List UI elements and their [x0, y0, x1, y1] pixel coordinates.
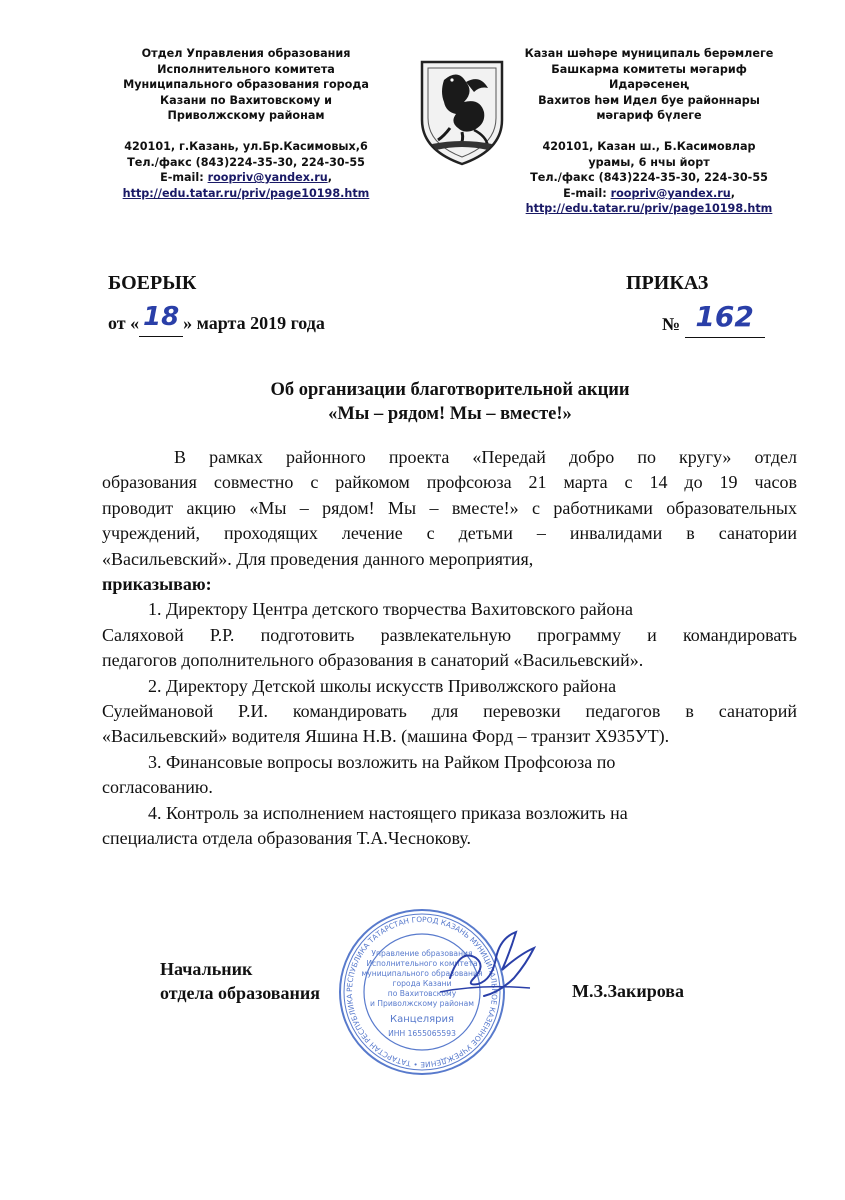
stamp-ring-text: РЕСПУБЛИКА ТАТАРСТАН ГОРОД КАЗАНЬ МУНИЦИПАЛЬНОЕ КАЗЕННОЕ УЧРЕЖДЕНИЕ • ТАТАРСТАН РЕСПУБЛИКА [344, 914, 500, 1070]
header-right-line: Идарәсенең [608, 78, 690, 92]
stamp-inn: ИНН 1655065593 [388, 1029, 456, 1038]
stamp-inner-line: Исполнительного комитета [366, 959, 478, 968]
order-title [100, 378, 800, 426]
header-right-email-row [490, 186, 808, 202]
doc-number [662, 300, 765, 338]
item-1-first: 1. Директору Центра детского творчества Вахитовского района [148, 599, 634, 620]
date-prefix: от « [108, 313, 140, 333]
p1-line-text: В рамках районного проекта «Передай добро по кругу» отдел [174, 447, 797, 467]
item-2-last: «Васильевский» водителя Яшина Н.В. (машина Форд – транзит Х935УТ). [102, 726, 670, 747]
header-left-line: Приволжскому районам [167, 109, 325, 123]
item-1-line: Саляховой Р.Р. подготовить развлекательную программу и командировать [102, 624, 797, 645]
header-left-line: Казани по Вахитовскому и [160, 93, 332, 107]
header-right-phone: Тел./факс (843)224-35-30, 224-30-55 [530, 171, 768, 185]
doc-type-russian: ПРИКАЗ [626, 272, 709, 294]
p1-line: образования совместно с райкомом профсоюза 21 марта с 14 до 19 часов [102, 472, 797, 493]
item-3-first: 3. Финансовые вопросы возложить на Райком Профсоюза по [148, 751, 616, 772]
p1-line: учреждений, проходящих лечение с детьми – инвалидами в санатории [102, 523, 797, 544]
header-left-line: Муниципального образования города [123, 78, 369, 92]
email-suffix: , [327, 171, 332, 185]
date-day-handwritten: 18 [143, 302, 180, 332]
header-left-line: Исполнительного комитета [157, 62, 335, 76]
p1-line: проводит акцию «Мы – рядом! Мы – вместе!» с работниками образовательных [102, 497, 797, 518]
email-suffix: , [730, 186, 735, 200]
number-label: № [662, 314, 681, 334]
item-4-last: специалиста отдела образования Т.А.Чеснокову. [102, 828, 472, 849]
date-suffix: » марта 2019 года [183, 313, 325, 333]
header-right-line: мәгариф бүлеге [596, 109, 702, 123]
stamp-inner-line: города Казани [392, 979, 452, 988]
header-right-line: Вахитов һәм Идел буе районнары [538, 93, 760, 107]
date-day-field [139, 302, 183, 337]
p1-line-last: «Васильевский». Для проведения данного мероприятия, [102, 548, 534, 569]
header-left-email-link[interactable]: roopriv@yandex.ru [207, 171, 328, 185]
signature-scribble [430, 918, 550, 1008]
header-right-url-link[interactable]: http://edu.tatar.ru/priv/page10198.htm [525, 202, 773, 216]
stamp-inner-line: Управление образования [371, 949, 473, 958]
item-2-first: 2. Директору Детской школы искусств Приволжского района [148, 675, 617, 696]
header-left-line: Отдел Управления образования [141, 47, 351, 60]
title-line-2: «Мы – рядом! Мы – вместе!» [328, 404, 572, 424]
header-right-line: Казан шәһәре муниципаль берәмлеге [524, 47, 774, 60]
p1-line [102, 445, 797, 470]
item-2-line: Сулеймановой Р.И. командировать для перевозки педагогов в санаторий [102, 701, 797, 722]
stamp-inner-line: муниципального образования [361, 969, 483, 978]
email-label: E-mail: [160, 171, 208, 185]
doc-date [108, 302, 325, 337]
email-label: E-mail: [563, 186, 611, 200]
doc-type-tatar: БОЕРЫК [108, 272, 197, 294]
header-right-email-link[interactable]: roopriv@yandex.ru [610, 186, 731, 200]
header-left-address: 420101, г.Казань, ул.Бр.Касимовых,6 [124, 139, 368, 153]
stamp-office: Канцелярия [390, 1014, 454, 1025]
position-line-1: Начальник [160, 959, 253, 979]
order-body [102, 445, 797, 852]
header-right [490, 46, 808, 217]
number-field [685, 300, 765, 338]
header-right-line: Башкарма комитеты мәгариф [551, 62, 747, 76]
stamp-inner-line: и Приволжскому районам [369, 999, 475, 1008]
title-line-1: Об организации благотворительной акции [270, 380, 630, 400]
header-left-email-row [76, 170, 416, 186]
number-handwritten: 162 [695, 300, 754, 333]
header-right-address-1: 420101, Казан ш., Б.Касимовлар [542, 139, 756, 153]
signer-name: М.З.Закирова [572, 981, 685, 1001]
position-line-2: отдела образования [160, 983, 320, 1003]
stamp-inner-line: по Вахитовскому [387, 989, 457, 998]
order-word: приказываю: [102, 574, 212, 595]
item-3-last: согласованию. [102, 777, 213, 798]
item-4-first: 4. Контроль за исполнением настоящего приказа возложить на [148, 802, 628, 823]
header-left [76, 46, 416, 201]
item-1-last: педагогов дополнительного образования в санаторий «Васильевский». [102, 650, 644, 671]
signer-position [160, 957, 320, 1005]
header-left-phone: Тел./факс (843)224-35-30, 224-30-55 [127, 155, 365, 169]
header-left-url-link[interactable]: http://edu.tatar.ru/priv/page10198.htm [122, 186, 370, 200]
header-right-address-2: урамы, 6 нчы йорт [588, 155, 710, 169]
